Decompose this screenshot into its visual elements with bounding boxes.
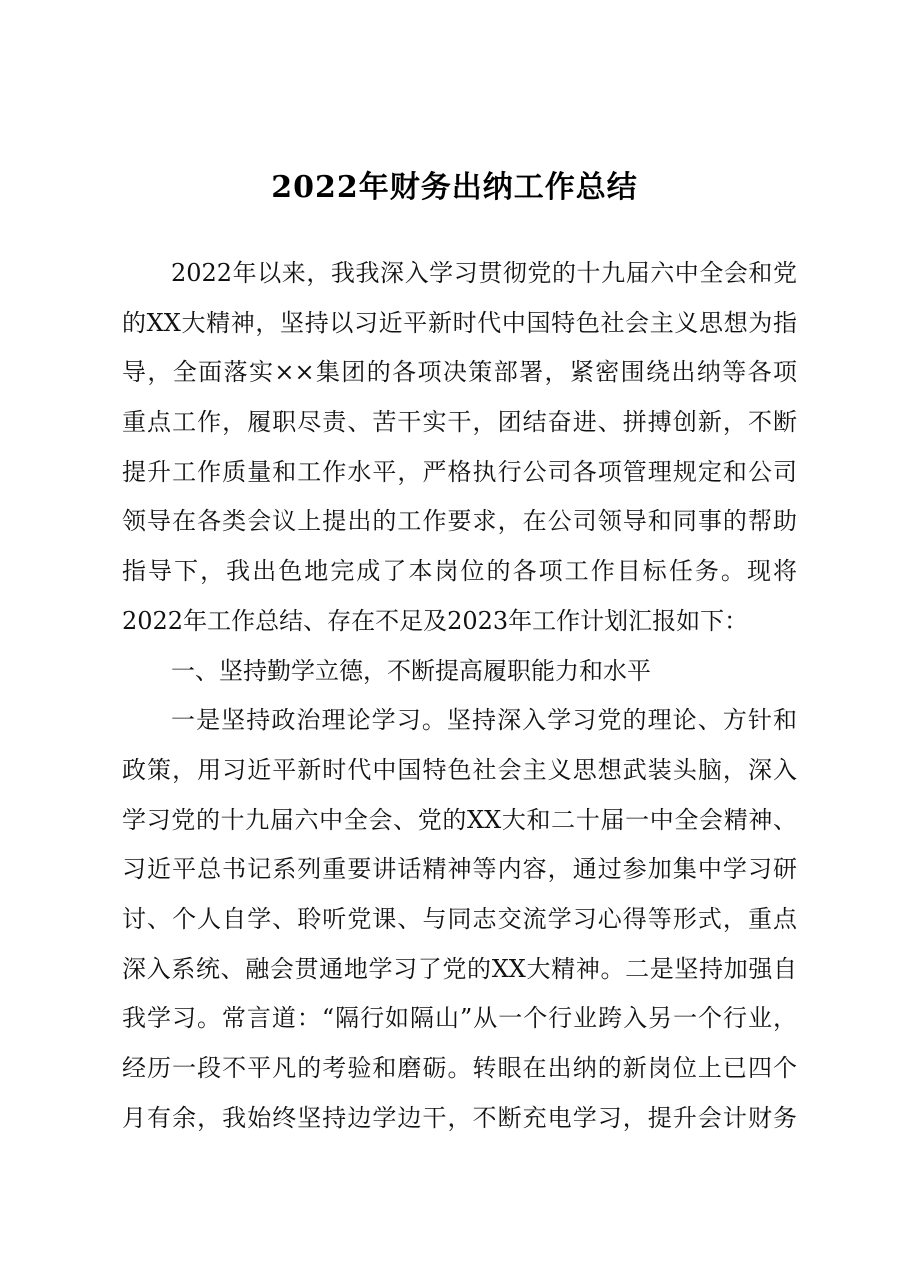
paragraph-2-line-6: 深入系统、融会贯通地学习了党的XX大精神。二是坚持加强自	[122, 954, 797, 983]
paragraph-1-line-5: 提升工作质量和工作水平，严格执行公司各项管理规定和公司	[122, 457, 797, 486]
paragraph-2-line-2: 政策，用习近平新时代中国特色社会主义思想武装头脑，深入	[122, 755, 797, 784]
section-heading-1: 一、坚持勤学立德，不断提高履职能力和水平	[171, 656, 651, 685]
paragraph-2-line-4: 习近平总书记系列重要讲话精神等内容，通过参加集中学习研	[122, 855, 797, 884]
paragraph-2-line-5: 讨、个人自学、聆听党课、与同志交流学习心得等形式，重点	[122, 904, 797, 933]
paragraph-1-line-3: 导，全面落实××集团的各项决策部署，紧密围绕出纳等各项	[122, 358, 797, 387]
document-body	[122, 249, 797, 1143]
paragraph-1-line-2: 的XX大精神，坚持以习近平新时代中国特色社会主义思想为指	[122, 308, 797, 337]
paragraph-2-line-3: 学习党的十九届六中全会、党的XX大和二十届一中全会精神、	[122, 805, 797, 834]
paragraph-2-line-8: 经历一段不平凡的考验和磨砺。转眼在出纳的新岗位上已四个	[122, 1054, 797, 1082]
paragraph-1-line-7: 指导下，我出色地完成了本岗位的各项工作目标任务。现将	[122, 557, 797, 586]
document-title: 2022年财务出纳工作总结	[271, 170, 638, 205]
paragraph-1-line-8: 2022年工作总结、存在不足及2023年工作计划汇报如下：	[122, 606, 749, 635]
paragraph-1-line-1: 2022年以来，我我深入学习贯彻党的十九届六中全会和党	[171, 259, 797, 287]
paragraph-1-line-6: 领导在各类会议上提出的工作要求，在公司领导和同事的帮助	[122, 507, 797, 536]
paragraph-2-line-9: 月有余，我始终坚持边学边干，不断充电学习，提升会计财务	[122, 1103, 797, 1132]
paragraph-2-line-1: 一是坚持政治理论学习。坚持深入学习党的理论、方针和	[171, 706, 797, 735]
paragraph-2-line-7: 我学习。常言道：“隔行如隔山”从一个行业跨入另一个行业，	[122, 1004, 797, 1033]
paragraph-1-line-4: 重点工作，履职尽责、苦干实干，团结奋进、拼搏创新，不断	[122, 408, 797, 437]
